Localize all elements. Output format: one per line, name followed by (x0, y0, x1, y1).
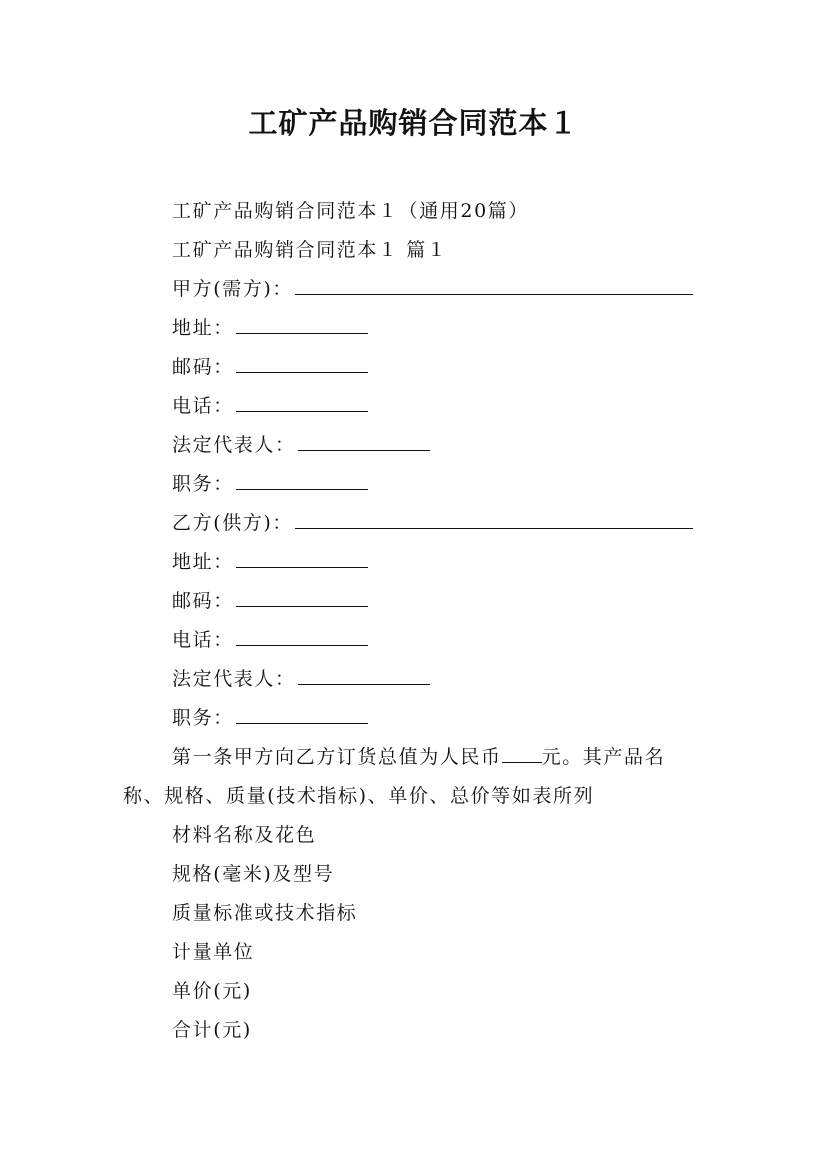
table-item-unit: 计量单位 (172, 941, 255, 963)
party-b-postcode-label: 邮码： (172, 590, 234, 612)
party-a-label: 甲方(需方)： (172, 278, 294, 300)
document-body (123, 192, 713, 1050)
party-a-legal-rep-label: 法定代表人： (172, 434, 296, 456)
party-b-label: 乙方(供方)： (172, 512, 294, 534)
article1-line2: 称、规格、质量(技术指标)、单价、总价等如表所列 (123, 785, 595, 807)
party-b-phone-label: 电话： (172, 629, 234, 651)
table-item-material: 材料名称及花色 (172, 824, 317, 846)
table-item-total: 合计(元) (172, 1019, 252, 1041)
party-a-address-blank (236, 309, 368, 334)
party-a-postcode-blank (236, 348, 368, 373)
table-item-unit-price: 单价(元) (172, 980, 252, 1002)
party-b-position-label: 职务： (172, 707, 234, 729)
party-b-address-label: 地址： (172, 551, 234, 573)
section-heading: 工矿产品购销合同范本１ 篇１ (172, 239, 448, 261)
party-b-legal-rep-line (123, 660, 713, 699)
article1-text-part2: 元。其产品名 (541, 746, 666, 768)
party-b-postcode-line (123, 582, 713, 621)
article1-amount-blank (502, 738, 542, 763)
table-item-quality: 质量标准或技术指标 (172, 902, 358, 924)
party-a-phone-label: 电话： (172, 395, 234, 417)
party-b-legal-rep-label: 法定代表人： (172, 668, 296, 690)
table-item-spec: 规格(毫米)及型号 (172, 863, 335, 885)
party-b-position-blank (236, 699, 368, 724)
party-b-phone-line (123, 621, 713, 660)
party-a-position-label: 职务： (172, 473, 234, 495)
document-subtitle: 工矿产品购销合同范本１（通用20篇） (172, 200, 529, 222)
party-b-address-line (123, 543, 713, 582)
party-a-postcode-label: 邮码： (172, 356, 234, 378)
party-b-legal-rep-blank (298, 660, 430, 685)
article1-text-part1: 第一条甲方向乙方订货总值为人民币 (172, 746, 502, 768)
party-b-position-line (123, 699, 713, 738)
party-a-legal-rep-line (123, 426, 713, 465)
party-a-legal-rep-blank (298, 426, 430, 451)
party-b-address-blank (236, 543, 368, 568)
document-title: 工矿产品购销合同范本１ (248, 106, 579, 140)
party-a-phone-line (123, 387, 713, 426)
party-b-blank (295, 504, 693, 529)
party-a-address-label: 地址： (172, 317, 234, 339)
party-a-blank (295, 270, 693, 295)
party-a-address-line (123, 309, 713, 348)
party-a-position-line (123, 465, 713, 504)
party-b-postcode-blank (236, 582, 368, 607)
party-b-line (123, 504, 713, 543)
party-a-position-blank (236, 465, 368, 490)
article1-line1 (123, 738, 713, 777)
party-a-phone-blank (236, 387, 368, 412)
party-b-phone-blank (236, 621, 368, 646)
party-a-line (123, 270, 713, 309)
party-a-postcode-line (123, 348, 713, 387)
